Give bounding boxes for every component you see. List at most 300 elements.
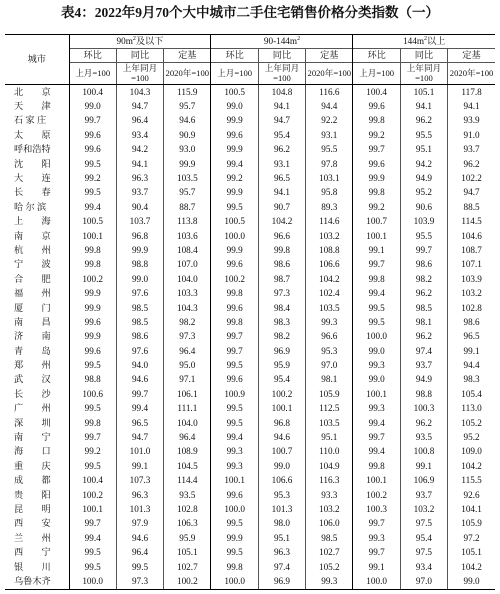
index-value-cell: 102.7: [164, 560, 211, 574]
index-value-cell: 99.9: [211, 186, 258, 200]
index-value-cell: 98.5: [116, 301, 163, 315]
index-value-cell: 97.3: [164, 330, 211, 344]
index-value-cell: 105.9: [306, 387, 353, 401]
index-value-cell: 104.1: [448, 502, 495, 516]
index-value-cell: 90.6: [400, 200, 447, 214]
price-index-table-container: [5, 34, 495, 590]
index-value-cell: 111.1: [164, 402, 211, 416]
index-value-cell: 95.1: [306, 430, 353, 444]
index-value-cell: 95.1: [400, 143, 447, 157]
city-name-cell: 西 宁: [14, 547, 51, 558]
index-value-cell: 102.8: [448, 301, 495, 315]
index-value-cell: 99.8: [69, 243, 116, 257]
index-value-cell: 93.7: [116, 186, 163, 200]
index-value-cell: 98.8: [69, 373, 116, 387]
index-value-cell: 94.7: [448, 186, 495, 200]
index-value-cell: 97.8: [306, 157, 353, 171]
index-value-cell: 95.5: [306, 143, 353, 157]
city-name-cell: 郑 州: [14, 360, 51, 371]
city-name-cell: 厦 门: [14, 302, 51, 313]
index-value-cell: 103.9: [448, 272, 495, 286]
index-value-cell: 99.5: [69, 402, 116, 416]
index-value-cell: 114.5: [448, 215, 495, 229]
index-value-cell: 99.4: [69, 200, 116, 214]
index-value-cell: 95.5: [400, 229, 447, 243]
index-value-cell: 99.3: [211, 445, 258, 459]
index-value-cell: 95.4: [400, 531, 447, 545]
city-name-cell: 大 连: [14, 173, 51, 183]
index-value-cell: 96.3: [116, 488, 163, 502]
index-value-cell: 100.1: [353, 229, 400, 243]
index-value-cell: 98.8: [116, 258, 163, 272]
index-value-cell: 116.3: [306, 474, 353, 488]
index-value-cell: 96.3: [116, 171, 163, 185]
table-row: [5, 229, 495, 243]
index-value-cell: 98.6: [116, 330, 163, 344]
index-value-cell: 96.8: [116, 229, 163, 243]
index-value-cell: 100.2: [211, 272, 258, 286]
index-value-cell: 94.1: [448, 99, 495, 113]
index-value-cell: 99.7: [353, 258, 400, 272]
table-row: [5, 330, 495, 344]
index-value-cell: 99.9: [353, 171, 400, 185]
index-value-cell: 95.7: [164, 99, 211, 113]
index-value-cell: 103.6: [164, 229, 211, 243]
index-value-cell: 95.9: [258, 358, 305, 372]
table-title: 表4：2022年9月70个大中城市二手住宅销售价格分类指数（一）: [61, 5, 439, 20]
index-value-cell: 96.5: [116, 416, 163, 430]
table-row: [5, 315, 495, 329]
index-value-cell: 104.2: [258, 215, 305, 229]
index-value-cell: 100.1: [211, 474, 258, 488]
index-value-cell: 97.4: [258, 560, 305, 574]
index-value-cell: 106.6: [258, 474, 305, 488]
subheader-large-fixed-base: 定基: [448, 49, 495, 63]
index-value-cell: 99.3: [353, 402, 400, 416]
table-row: [5, 301, 495, 315]
index-value-cell: 106.3: [164, 517, 211, 531]
index-value-cell: 103.2: [448, 287, 495, 301]
index-value-cell: 107.1: [448, 258, 495, 272]
index-value-cell: 99.2: [69, 171, 116, 185]
subheader-medium-fixed-base: 定基: [306, 49, 353, 63]
index-value-cell: 99.0: [69, 99, 116, 113]
index-value-cell: 108.8: [306, 243, 353, 257]
city-name-cell: 合 肥: [14, 273, 51, 284]
index-value-cell: 99.8: [353, 114, 400, 128]
index-value-cell: 94.4: [448, 358, 495, 372]
index-value-cell: 93.9: [448, 114, 495, 128]
index-value-cell: 99.1: [116, 459, 163, 473]
table-row: [5, 186, 495, 200]
index-value-cell: 99.0: [353, 373, 400, 387]
index-value-cell: 98.6: [448, 315, 495, 329]
index-value-cell: 99.7: [400, 243, 447, 257]
index-value-cell: 99.5: [211, 358, 258, 372]
index-value-cell: 100.2: [69, 488, 116, 502]
index-value-cell: 99.0: [353, 344, 400, 358]
index-value-cell: 93.4: [116, 128, 163, 142]
index-value-cell: 96.5: [448, 330, 495, 344]
base-header-small-yoy: 上年同月=100: [116, 63, 163, 85]
index-value-cell: 92.6: [448, 488, 495, 502]
index-value-cell: 95.3: [306, 344, 353, 358]
index-value-cell: 96.4: [116, 546, 163, 560]
city-name-cell: 南 昌: [14, 316, 51, 327]
index-value-cell: 94.6: [116, 373, 163, 387]
index-value-cell: 113.0: [448, 402, 495, 416]
index-value-cell: 99.7: [353, 546, 400, 560]
index-value-cell: 88.7: [164, 200, 211, 214]
index-value-cell: 99.6: [211, 128, 258, 142]
index-value-cell: 100.5: [69, 215, 116, 229]
table-row: [5, 387, 495, 401]
index-value-cell: 115.5: [448, 474, 495, 488]
index-value-cell: 99.5: [69, 358, 116, 372]
index-value-cell: 94.6: [258, 430, 305, 444]
index-value-cell: 88.5: [448, 200, 495, 214]
base-header-small-mom: 上月=100: [69, 63, 116, 85]
city-name-cell: 福 州: [14, 288, 51, 299]
city-column-header: 城市: [5, 35, 69, 85]
index-value-cell: 102.7: [306, 546, 353, 560]
index-value-cell: 100.1: [353, 474, 400, 488]
index-value-cell: 99.2: [69, 445, 116, 459]
index-value-cell: 95.4: [258, 128, 305, 142]
index-value-cell: 104.5: [164, 459, 211, 473]
index-value-cell: 93.1: [306, 128, 353, 142]
index-value-cell: 99.7: [116, 387, 163, 401]
index-value-cell: 96.5: [258, 171, 305, 185]
index-value-cell: 99.1: [400, 459, 447, 473]
index-value-cell: 97.4: [400, 344, 447, 358]
index-value-cell: 91.0: [448, 128, 495, 142]
index-value-cell: 93.7: [400, 358, 447, 372]
table-row: [5, 416, 495, 430]
city-name-cell: 南 宁: [14, 432, 51, 443]
index-value-cell: 93.7: [448, 143, 495, 157]
index-value-cell: 94.1: [258, 186, 305, 200]
index-value-cell: 92.2: [306, 114, 353, 128]
index-value-cell: 94.2: [400, 157, 447, 171]
index-value-cell: 103.3: [164, 287, 211, 301]
table-row: [5, 114, 495, 128]
index-value-cell: 98.2: [400, 272, 447, 286]
index-value-cell: 94.0: [116, 358, 163, 372]
index-value-cell: 113.8: [164, 215, 211, 229]
index-value-cell: 94.7: [116, 99, 163, 113]
index-value-cell: 104.0: [164, 272, 211, 286]
index-value-cell: 99.6: [69, 315, 116, 329]
index-value-cell: 96.9: [258, 344, 305, 358]
index-value-cell: 99.7: [69, 114, 116, 128]
index-value-cell: 102.8: [164, 502, 211, 516]
index-value-cell: 95.3: [258, 488, 305, 502]
index-value-cell: 99.0: [448, 574, 495, 589]
index-value-cell: 106.0: [306, 517, 353, 531]
index-value-cell: 103.9: [400, 215, 447, 229]
index-value-cell: 96.4: [164, 430, 211, 444]
group-header-large: $144m^2$以上: [353, 35, 495, 49]
base-header-large-mom: 上月=100: [353, 63, 400, 85]
index-value-cell: 99.7: [69, 430, 116, 444]
index-value-cell: 90.9: [164, 128, 211, 142]
index-value-cell: 99.4: [353, 287, 400, 301]
index-value-cell: 108.4: [164, 243, 211, 257]
index-value-cell: 104.2: [448, 560, 495, 574]
index-value-cell: 96.6: [258, 229, 305, 243]
table-row: [5, 215, 495, 229]
group-header-medium: $90-144m^2$: [211, 35, 353, 49]
index-value-cell: 93.7: [400, 488, 447, 502]
index-value-cell: 106.9: [400, 474, 447, 488]
city-name-cell: 北 京: [14, 86, 51, 97]
index-value-cell: 99.3: [211, 459, 258, 473]
city-name-cell: 海 口: [14, 446, 51, 457]
index-value-cell: 95.2: [448, 430, 495, 444]
index-value-cell: 98.6: [258, 258, 305, 272]
base-header-large-yoy: 上年同月=100: [400, 63, 447, 85]
table-row: [5, 430, 495, 444]
index-value-cell: 99.5: [211, 517, 258, 531]
index-value-cell: 95.5: [400, 128, 447, 142]
city-name-cell: 贵 阳: [14, 489, 51, 500]
index-value-cell: 97.5: [400, 517, 447, 531]
index-value-cell: 98.5: [400, 301, 447, 315]
index-value-cell: 99.6: [69, 128, 116, 142]
index-value-cell: 96.8: [258, 416, 305, 430]
index-value-cell: 106.6: [306, 258, 353, 272]
subheader-medium-yoy: 同比: [258, 49, 305, 63]
city-name-cell: 哈 尔 滨: [14, 201, 47, 212]
index-value-cell: 99.9: [69, 287, 116, 301]
index-value-cell: 94.9: [400, 171, 447, 185]
table-row: [5, 157, 495, 171]
price-index-table: [5, 34, 495, 590]
index-value-cell: 100.2: [164, 574, 211, 589]
index-value-cell: 94.2: [116, 143, 163, 157]
index-value-cell: 104.3: [164, 301, 211, 315]
table-row: [5, 243, 495, 257]
index-value-cell: 98.3: [258, 315, 305, 329]
index-value-cell: 103.1: [306, 171, 353, 185]
index-value-cell: 114.6: [306, 215, 353, 229]
index-value-cell: 90.4: [116, 200, 163, 214]
city-name-cell: 沈 阳: [14, 158, 51, 169]
index-value-cell: 99.7: [211, 344, 258, 358]
index-value-cell: 96.2: [400, 416, 447, 430]
index-value-cell: 104.3: [116, 85, 163, 100]
index-value-cell: 100.1: [258, 402, 305, 416]
index-value-cell: 95.2: [400, 186, 447, 200]
index-value-cell: 103.7: [116, 215, 163, 229]
index-value-cell: 99.8: [353, 186, 400, 200]
index-value-cell: 99.8: [211, 315, 258, 329]
index-value-cell: 103.2: [306, 229, 353, 243]
index-value-cell: 98.1: [400, 315, 447, 329]
table-row: [5, 531, 495, 545]
city-name-cell: 重 庆: [14, 460, 51, 471]
index-value-cell: 97.3: [116, 574, 163, 589]
table-row: [5, 99, 495, 113]
city-name-cell: 宁 波: [14, 259, 51, 270]
index-value-cell: 98.6: [400, 258, 447, 272]
index-value-cell: 105.4: [448, 387, 495, 401]
index-value-cell: 99.6: [353, 99, 400, 113]
index-value-cell: 107.0: [164, 258, 211, 272]
index-value-cell: 99.6: [211, 373, 258, 387]
index-value-cell: 108.7: [448, 243, 495, 257]
index-value-cell: 103.5: [164, 171, 211, 185]
city-name-cell: 天 津: [14, 101, 51, 112]
index-value-cell: 104.2: [306, 272, 353, 286]
index-value-cell: 99.7: [211, 330, 258, 344]
city-name-cell: 杭 州: [14, 244, 51, 255]
index-value-cell: 107.3: [116, 474, 163, 488]
table-row: [5, 502, 495, 516]
index-value-cell: 94.1: [258, 99, 305, 113]
index-value-cell: 99.4: [69, 531, 116, 545]
index-value-cell: 99.9: [211, 114, 258, 128]
index-value-cell: 100.6: [69, 387, 116, 401]
index-value-cell: 97.1: [164, 373, 211, 387]
index-value-cell: 104.8: [258, 85, 305, 100]
index-value-cell: 100.5: [211, 215, 258, 229]
city-name-cell: 石 家 庄: [14, 115, 47, 126]
index-value-cell: 104.9: [306, 459, 353, 473]
index-value-cell: 99.9: [211, 243, 258, 257]
index-value-cell: 96.2: [258, 143, 305, 157]
index-value-cell: 98.3: [448, 373, 495, 387]
group-header-small: $90m^2$及以下: [69, 35, 211, 49]
index-value-cell: 99.2: [353, 128, 400, 142]
index-value-cell: 93.5: [164, 488, 211, 502]
index-value-cell: 99.9: [116, 243, 163, 257]
index-value-cell: 94.7: [258, 114, 305, 128]
index-value-cell: 101.3: [258, 502, 305, 516]
index-value-cell: 99.3: [306, 315, 353, 329]
index-value-cell: 103.5: [306, 416, 353, 430]
table-row: [5, 200, 495, 214]
index-value-cell: 99.4: [116, 402, 163, 416]
index-value-cell: 115.9: [164, 85, 211, 100]
index-value-cell: 99.4: [353, 416, 400, 430]
table-body: [5, 85, 495, 590]
index-value-cell: 99.9: [211, 531, 258, 545]
base-header-small-fixed-base: 2020年=100: [164, 63, 211, 85]
base-header-medium-mom: 上月=100: [211, 63, 258, 85]
index-value-cell: 99.0: [211, 99, 258, 113]
index-value-cell: 98.2: [258, 330, 305, 344]
city-name-cell: 乌鲁木齐: [5, 574, 69, 589]
index-value-cell: 96.4: [164, 344, 211, 358]
index-value-cell: 100.8: [400, 445, 447, 459]
index-value-cell: 99.6: [211, 301, 258, 315]
index-value-cell: 94.1: [116, 157, 163, 171]
index-value-cell: 95.1: [258, 531, 305, 545]
index-value-cell: 99.3: [353, 358, 400, 372]
table-row: [5, 373, 495, 387]
index-value-cell: 96.2: [400, 114, 447, 128]
index-value-cell: 99.8: [69, 416, 116, 430]
city-name-cell: 银 川: [14, 561, 51, 572]
table-row: [5, 459, 495, 473]
index-value-cell: 101.3: [116, 502, 163, 516]
index-value-cell: 99.5: [353, 301, 400, 315]
index-value-cell: 100.3: [353, 502, 400, 516]
table-row: [5, 445, 495, 459]
index-value-cell: 99.7: [353, 430, 400, 444]
subheader-small-mom: 环比: [69, 49, 116, 63]
index-value-cell: 99.5: [69, 560, 116, 574]
index-value-cell: 99.9: [69, 330, 116, 344]
index-value-cell: 100.4: [353, 85, 400, 100]
index-value-cell: 99.5: [353, 315, 400, 329]
index-value-cell: 99.7: [353, 517, 400, 531]
city-name-cell: 长 沙: [14, 388, 51, 399]
index-value-cell: 98.7: [258, 272, 305, 286]
index-value-cell: 100.4: [69, 474, 116, 488]
index-value-cell: 100.3: [400, 402, 447, 416]
index-value-cell: 103.2: [400, 502, 447, 516]
city-name-cell: 南 京: [14, 230, 51, 241]
index-value-cell: 99.1: [448, 344, 495, 358]
index-value-cell: 98.4: [258, 301, 305, 315]
index-value-cell: 98.5: [306, 531, 353, 545]
index-value-cell: 93.3: [306, 488, 353, 502]
index-value-cell: 97.2: [448, 531, 495, 545]
index-value-cell: 96.6: [306, 330, 353, 344]
table-row: [5, 488, 495, 502]
index-value-cell: 99.8: [258, 243, 305, 257]
table-row: [5, 517, 495, 531]
table-row: [5, 574, 495, 589]
index-value-cell: 103.2: [306, 502, 353, 516]
subheader-small-fixed-base: 定基: [164, 49, 211, 63]
index-value-cell: 116.6: [306, 85, 353, 100]
index-value-cell: 100.0: [211, 502, 258, 516]
city-name-cell: 昆 明: [14, 503, 51, 514]
city-name-cell: 成 都: [14, 475, 51, 486]
index-value-cell: 100.0: [211, 574, 258, 589]
city-name-cell: 济 南: [14, 331, 51, 342]
index-value-cell: 99.9: [211, 143, 258, 157]
index-value-cell: 100.0: [353, 574, 400, 589]
index-value-cell: 93.5: [400, 430, 447, 444]
index-value-cell: 97.5: [400, 546, 447, 560]
base-header-medium-yoy: 上年同月=100: [258, 63, 305, 85]
index-value-cell: 103.5: [306, 301, 353, 315]
index-value-cell: 110.0: [306, 445, 353, 459]
index-value-cell: 89.3: [306, 200, 353, 214]
index-value-cell: 109.0: [448, 445, 495, 459]
table-row: [5, 85, 495, 100]
table-row: [5, 143, 495, 157]
index-value-cell: 99.2: [353, 200, 400, 214]
index-value-cell: 104.2: [448, 459, 495, 473]
index-value-cell: 108.9: [164, 445, 211, 459]
index-value-cell: 96.2: [448, 157, 495, 171]
index-value-cell: 100.0: [69, 574, 116, 589]
index-value-cell: 95.8: [306, 186, 353, 200]
index-value-cell: 98.2: [164, 315, 211, 329]
index-value-cell: 99.7: [353, 143, 400, 157]
index-value-cell: 99.3: [353, 531, 400, 545]
index-value-cell: 105.2: [306, 560, 353, 574]
index-value-cell: 99.6: [353, 157, 400, 171]
index-value-cell: 97.6: [116, 287, 163, 301]
table-row: [5, 272, 495, 286]
